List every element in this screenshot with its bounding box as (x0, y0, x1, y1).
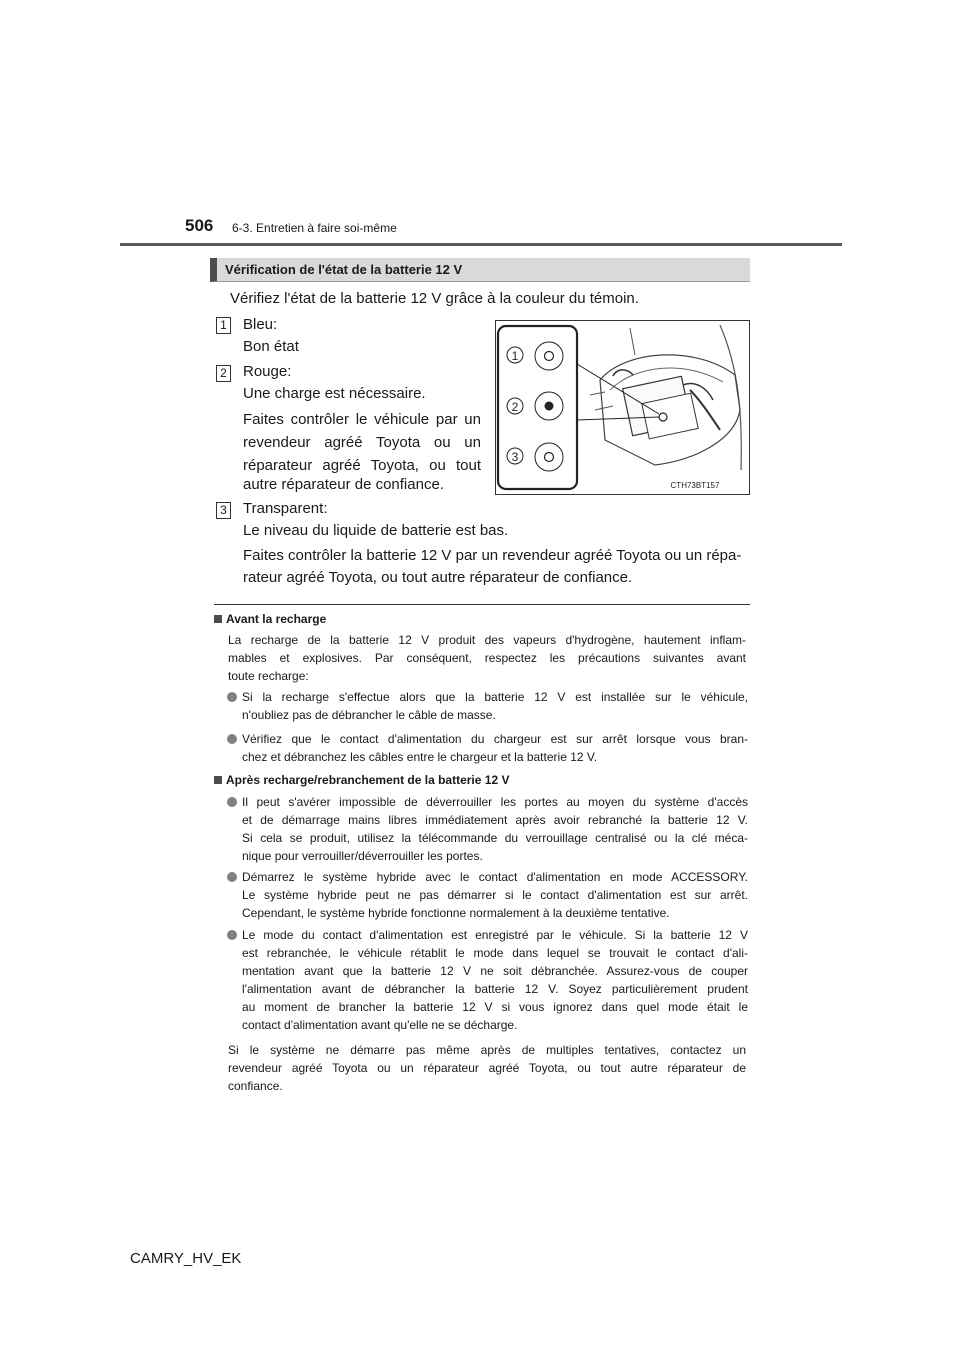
breadcrumb: 6-3. Entretien à faire soi-même (232, 221, 397, 235)
footer-model: CAMRY_HV_EK (130, 1250, 242, 1267)
bullet-line: Cependant, le système hybride fonctionne normalement à la deuxième tentative. (242, 906, 670, 920)
item-2-text: Une charge est nécessaire. (243, 385, 426, 402)
item-3-text: Le niveau du liquide de batterie est bas. (243, 522, 509, 539)
circle-bullet-icon (227, 797, 237, 807)
bullet-line: et de démarrage mains libres immédiatement après avoir rebranché la batterie 12 V. (242, 813, 748, 827)
circle-bullet-icon (227, 692, 237, 702)
bullet-line: Le mode du contact d'alimentation est enregistré par le véhicule. Si la batterie 12 V (242, 928, 748, 942)
note-line: toute recharge: (228, 669, 309, 683)
item-2-label: Rouge: (243, 363, 292, 380)
page-number: 506 (185, 216, 214, 235)
section-heading (210, 258, 750, 282)
battery-indicator-figure (495, 320, 750, 495)
note-title-text: Avant la recharge (226, 612, 327, 626)
bullet-line: nique pour verrouiller/déverrouiller les portes. (242, 849, 483, 863)
item-3-extra-line: rateur agréé Toyota, ou tout autre réparateur de confiance. (243, 569, 633, 586)
bullet-line: Si cela se produit, utilisez la télécommande du verrouillage centralisé ou la clé méca- (242, 831, 748, 845)
bullet-line: l'alimentation avant de débrancher la batterie 12 V. Soyez particulièrement prudent (242, 982, 748, 996)
bullet-line: contact d'alimentation avant qu'elle ne se décharge. (242, 1018, 518, 1032)
divider (214, 604, 750, 605)
item-number-2: 2 (216, 365, 231, 382)
header-rule (120, 243, 842, 246)
square-bullet-icon (214, 615, 222, 623)
callout-3: 3 (511, 450, 519, 464)
item-2-extra-line: Faites contrôler le véhicule par un (243, 411, 481, 428)
circle-bullet-icon (227, 734, 237, 744)
circle-bullet-icon (227, 930, 237, 940)
closing-line: revendeur agréé Toyota ou un réparateur agréé Toyota, ou tout autre réparateur de (228, 1061, 746, 1075)
item-1-label: Bleu: (243, 316, 278, 333)
item-1-text: Bon état (243, 338, 299, 355)
item-2-extra-line: réparateur agréé Toyota, ou tout (243, 457, 481, 474)
intro-text: Vérifiez l'état de la batterie 12 V grâce à la couleur du témoin. (230, 290, 639, 307)
note-title-after-charge (214, 773, 509, 787)
bullet-line: Démarrez le système hybride avec le contact d'alimentation en mode ACCESSORY. (242, 870, 748, 884)
bullet-line: Vérifiez que le contact d'alimentation du chargeur est sur arrêt lorsque vous bran- (242, 732, 748, 746)
callout-1: 1 (511, 349, 519, 363)
item-2-extra-line: revendeur agréé Toyota ou un (243, 434, 481, 451)
item-number-1: 1 (216, 317, 231, 334)
item-3-label: Transparent: (243, 500, 328, 517)
bullet-line: est rebranchée, le véhicule rétablit le mode dans lequel se trouvait le contact d'ali- (242, 946, 748, 960)
figure-code: CTH73BT157 (670, 481, 720, 490)
bullet-line: Le système hybride peut ne pas démarrer si le contact d'alimentation est sur arrêt. (242, 888, 748, 902)
section-heading-text: Vérification de l'état de la batterie 12 V (225, 262, 463, 277)
square-bullet-icon (214, 776, 222, 784)
note-title-text: Après recharge/rebranchement de la batterie 12 V (226, 773, 510, 787)
bullet-line: Si la recharge s'effectue alors que la batterie 12 V est installée sur le véhicule, (242, 690, 748, 704)
note-line: mables et explosives. Par conséquent, respectez les précautions suivantes avant (228, 651, 746, 665)
callout-2: 2 (511, 400, 519, 414)
note-line: La recharge de la batterie 12 V produit des vapeurs d'hydrogène, hautement inflam- (228, 633, 746, 647)
bullet-line: n'oubliez pas de débrancher le câble de masse. (242, 708, 496, 722)
closing-line: Si le système ne démarre pas même après de multiples tentatives, contactez un (228, 1043, 746, 1057)
note-title-before-charge (214, 612, 326, 626)
item-2-extra-line: autre réparateur de confiance. (243, 476, 444, 493)
closing-line: confiance. (228, 1079, 283, 1093)
bullet-line: au moment de brancher la batterie 12 V si vous ignorez dans quel mode était le (242, 1000, 748, 1014)
circle-bullet-icon (227, 872, 237, 882)
item-3-extra-line: Faites contrôler la batterie 12 V par un revendeur agréé Toyota ou un répa- (243, 547, 742, 564)
bullet-line: Il peut s'avérer impossible de déverrouiller les portes au moyen du système d'accès (242, 795, 748, 809)
item-number-3: 3 (216, 502, 231, 519)
bullet-line: chez et débranchez les câbles entre le chargeur et la batterie 12 V. (242, 750, 598, 764)
battery-illustration (495, 320, 750, 495)
bullet-line: mentation avant que la batterie 12 V ne soit débranchée. Assurez-vous de couper (242, 964, 748, 978)
